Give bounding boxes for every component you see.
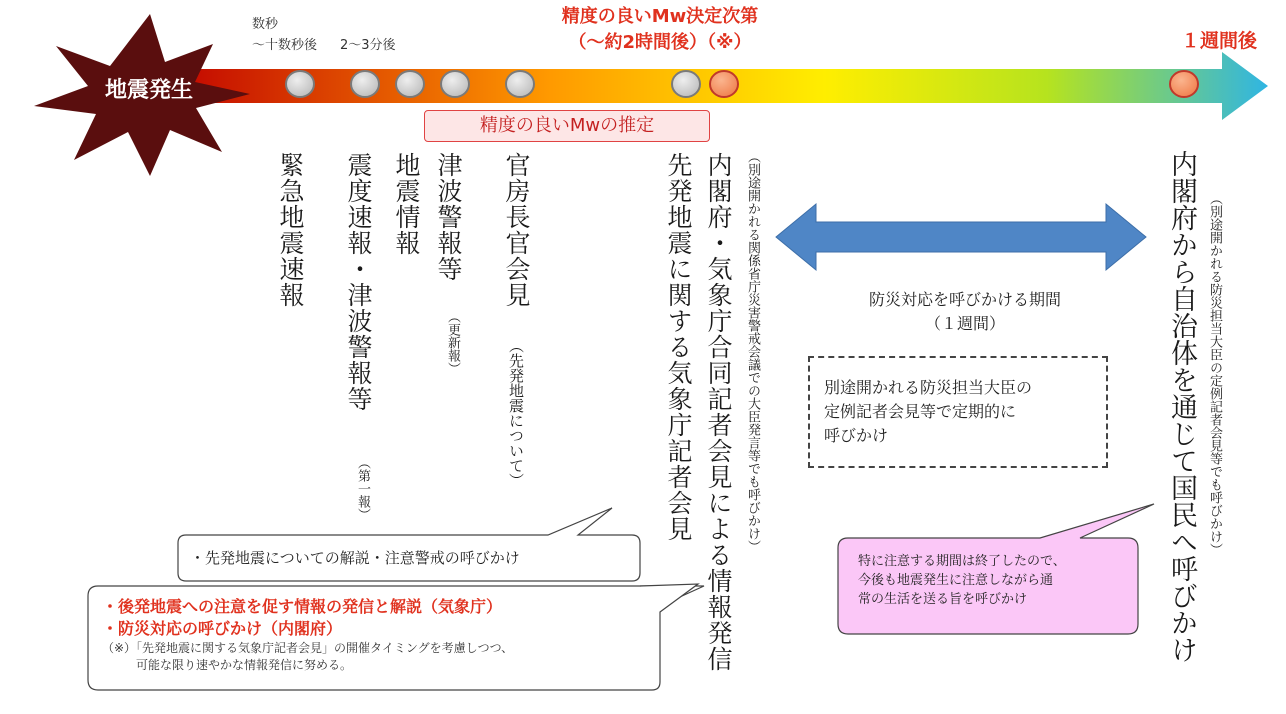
- col-jishin: 地震情報: [392, 152, 421, 256]
- col-final: 内閣府から自治体を通じて国民へ呼びかけ: [1166, 150, 1197, 663]
- col-senpatsu: 先発地震に関する気象庁記者会見: [664, 152, 693, 542]
- note-tens-seconds: 〜十数秒後: [252, 38, 318, 53]
- mw-header-line1: 精度の良いMw決定次第: [561, 6, 759, 27]
- col-final-note: （別途開かれる防災担当大臣の定例記者会見等でも呼びかけ）: [1207, 192, 1222, 556]
- mw-header-line2: （〜約2時間後）（※）: [568, 32, 752, 53]
- col-kanbo: 官房長官会見: [502, 152, 531, 308]
- pink-callout-line3: 常の生活を送る旨を呼びかけ: [858, 592, 1028, 607]
- col-kanbo-note: （先発地震について）: [507, 338, 525, 488]
- minister-briefing-line1: 別途開かれる防災担当大臣の: [824, 378, 1033, 397]
- marker-gray: [351, 71, 379, 97]
- col-tsunami: 津波警報等: [434, 152, 463, 282]
- col-naikaku: 内閣府・気象庁合同記者会見による情報発信: [704, 152, 733, 672]
- minister-briefing-line3: 呼びかけ: [824, 426, 889, 445]
- period-label-1: 防災対応を呼びかける期間: [868, 290, 1061, 309]
- week-header: １週間後: [1180, 30, 1257, 52]
- period-double-arrow: [776, 204, 1146, 270]
- marker-gray: [441, 71, 469, 97]
- callout-info-text: [102, 596, 662, 674]
- minister-briefing-box: [808, 356, 1108, 468]
- marker-orange: [1170, 71, 1198, 97]
- earthquake-label: 地震発生: [104, 78, 193, 103]
- period-label-2: （１週間）: [924, 314, 1005, 333]
- callout-info-note1: （※）「先発地震に関する気象庁記者会見」の開催タイミングを考慮しつつ、: [102, 641, 514, 655]
- col-tsunami-note: （更新報）: [445, 310, 460, 375]
- marker-orange: [710, 71, 738, 97]
- col-shindo: 震度速報・津波警報等: [344, 152, 373, 412]
- callout-senpatsu-text: ・先発地震についての解説・注意警戒の呼びかけ: [190, 549, 520, 567]
- callout-info-red1: ・後発地震への注意を促す情報の発信と解説（気象庁）: [102, 597, 503, 616]
- pink-callout-line2: 今後も地震発生に注意しながら通: [858, 573, 1054, 588]
- col-shindo-note: （第一報）: [355, 456, 370, 521]
- marker-gray: [396, 71, 424, 97]
- marker-gray: [286, 71, 314, 97]
- pink-callout-line1: 特に注意する期間は終了したので、: [858, 554, 1066, 569]
- callout-senpatsu-shape: [178, 508, 640, 581]
- mw-estimate-box: 精度の良いMwの推定: [424, 110, 710, 142]
- col-kinkyu: 緊急地震速報: [276, 152, 305, 308]
- callout-info-note2: 可能な限り速やかな情報発信に努める。: [136, 658, 353, 672]
- callout-info-red2: ・防災対応の呼びかけ（内閣府）: [102, 619, 343, 638]
- note-minutes: 2〜3分後: [340, 38, 396, 53]
- note-seconds: 数秒: [252, 17, 279, 32]
- marker-gray: [672, 71, 700, 97]
- col-naikaku-note: （別途開かれる関係省庁災害警戒会議での大臣発言等でも呼びかけ）: [745, 150, 760, 553]
- pink-callout-text: [858, 552, 1128, 609]
- marker-gray: [506, 71, 534, 97]
- minister-briefing-line2: 定例記者会見等で定期的に: [824, 402, 1017, 421]
